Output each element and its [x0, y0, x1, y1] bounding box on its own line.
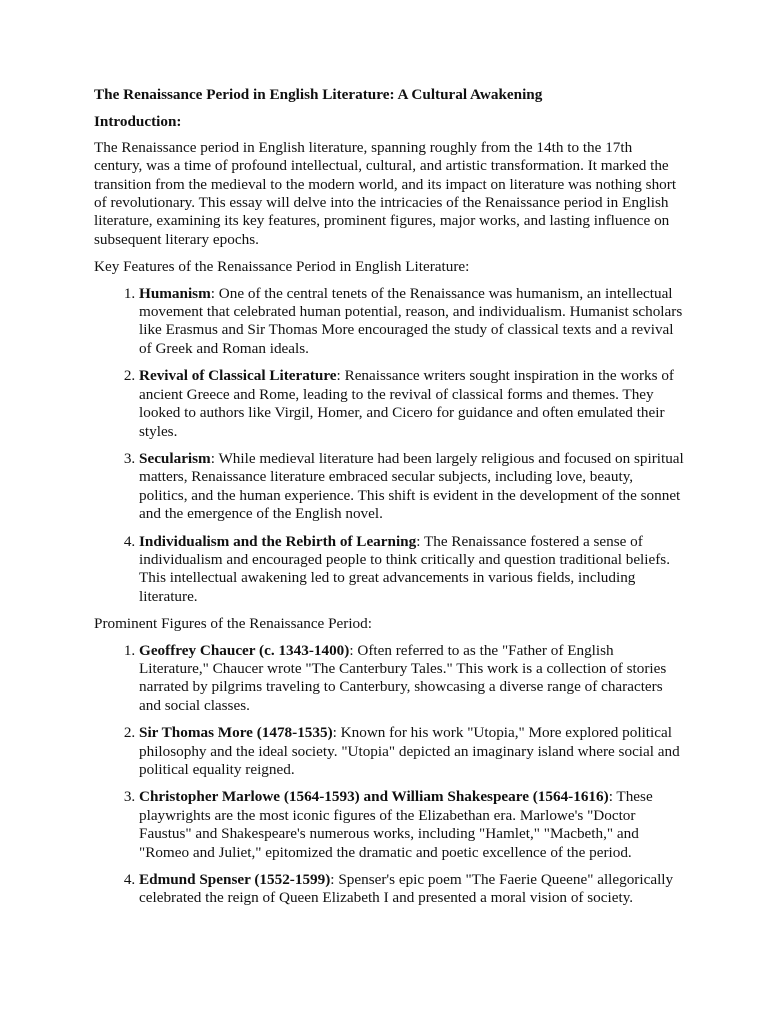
document-page: [94, 80, 684, 917]
list-item: [139, 367, 684, 441]
figures-list: [94, 642, 684, 908]
figures-heading: Prominent Figures of the Renaissance Period:: [94, 615, 372, 633]
intro-paragraph: The Renaissance period in English literature, spanning roughly from the 14th to the 17th century, was a time of profound intellectual, cultural, and artistic transformation. It marked the transition from the medieval to the modern world, and its impact on literature was nothing short of revolutionary. This essay will delve into the intricacies of the Renaissance period in English literature, examining its key features, prominent figures, major works, and lasting influence on subsequent literary epochs.: [94, 138, 677, 248]
list-item: [139, 642, 684, 716]
list-item: [139, 450, 684, 524]
list-item: [139, 285, 684, 359]
features-heading: Key Features of the Renaissance Period in English Literature:: [94, 258, 470, 276]
item-text: : The Renaissance fostered a sense of individualism and encouraged people to think critically and question traditional beliefs. This intellectual awakening led to great advancements in various fields, including literature.: [139, 532, 670, 605]
list-item: [139, 533, 684, 607]
item-term: Geoffrey Chaucer (c. 1343-1400): [139, 641, 350, 659]
item-text: : These playwrights are the most iconic figures of the Elizabethan era. Marlowe's "Doctor Faustus" and Shakespeare's numerous works, including "Hamlet," "Macbeth," and "Romeo and Juliet," epitomized the dramatic and poetic excellence of the period.: [139, 788, 653, 861]
item-text: : One of the central tenets of the Renaissance was humanism, an intellectual movement that celebrated human potential, reason, and individualism. Humanist scholars like Erasmus and Sir Thomas More encouraged the study of classical texts and a revival of Greek and Roman ideals.: [139, 284, 683, 357]
item-term: Secularism: [139, 449, 211, 467]
list-item: [139, 788, 684, 862]
list-item: [139, 871, 684, 908]
item-text: : While medieval literature had been largely religious and focused on spiritual matters, Renaissance literature embraced secular subjects, including love, beauty, politics, and the human experience. This shift is evident in the development of the sonnet and the emergence of the English novel.: [139, 449, 684, 523]
list-item: [139, 724, 684, 779]
item-term: Revival of Classical Literature: [139, 367, 337, 385]
item-term: Humanism: [139, 284, 211, 302]
item-text: : Renaissance writers sought inspiration in the works of ancient Greece and Rome, leading to the revival of classical forms and themes. They looked to authors like Virgil, Homer, and Cicero for guidance and often emulated their styles.: [139, 367, 674, 440]
item-term: Christopher Marlowe (1564-1593) and William Shakespeare (1564-1616): [139, 788, 609, 806]
item-term: Edmund Spenser (1552-1599): [139, 871, 331, 889]
document-title: The Renaissance Period in English Literature: A Cultural Awakening: [94, 86, 543, 103]
features-list: [94, 285, 684, 607]
item-text: : Spenser's epic poem "The Faerie Queene" allegorically celebrated the reign of Queen Elizabeth I and presented a moral vision of society.: [139, 871, 674, 907]
item-term: Individualism and the Rebirth of Learning: [139, 532, 417, 550]
item-term: Sir Thomas More (1478-1535): [139, 724, 333, 742]
intro-heading: Introduction:: [94, 113, 182, 131]
item-text: : Known for his work "Utopia," More explored political philosophy and the ideal society. "Utopia" depicted an imaginary island where social and political equality reigned.: [139, 724, 680, 778]
item-text: : Often referred to as the "Father of English Literature," Chaucer wrote "The Canterbury Tales." This work is a collection of stories narrated by pilgrims traveling to Canterbury, showcasing a diverse range of characters and social classes.: [139, 641, 667, 714]
